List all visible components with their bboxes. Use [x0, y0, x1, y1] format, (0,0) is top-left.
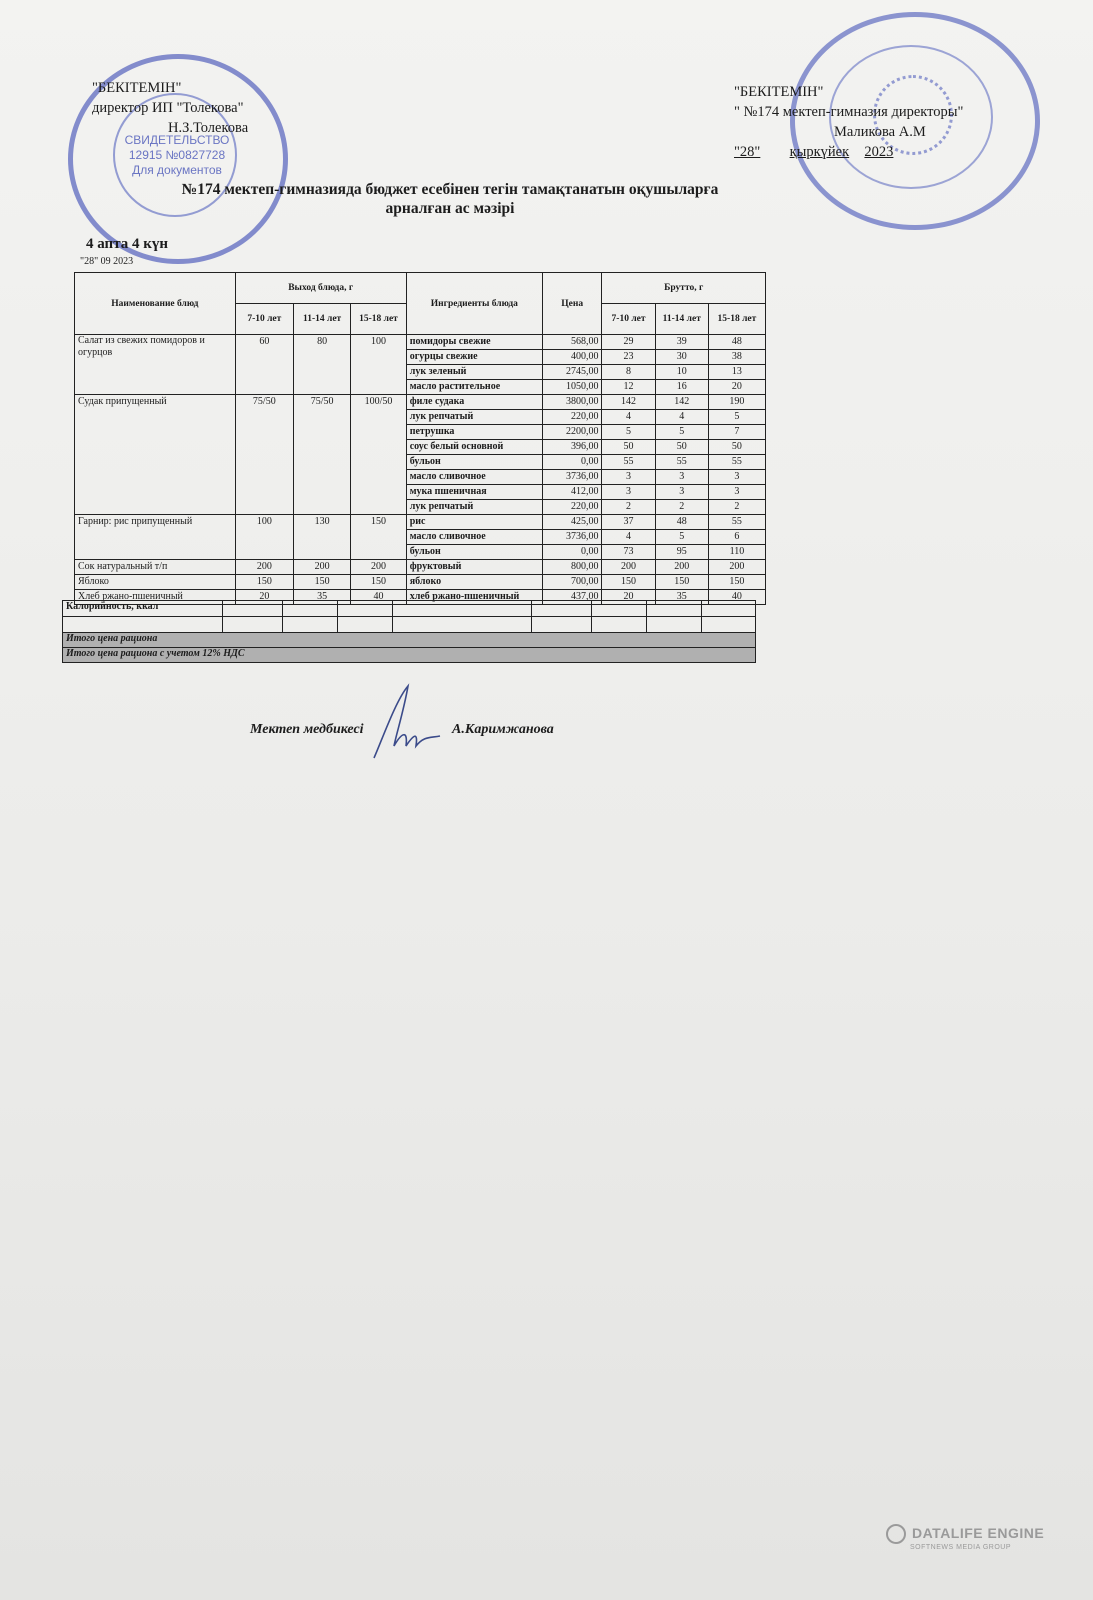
approval-date — [734, 142, 963, 162]
ingredient-name: рис — [406, 515, 542, 530]
ingredient-name: мука пшеничная — [406, 485, 542, 500]
brutto-15-18: 7 — [708, 425, 765, 440]
document-title-line-1: №174 мектеп-гимназияда бюджет есебінен тегін тамақтанатын оқушыларға — [181, 181, 719, 198]
dish-name: Хлеб ржано-пшеничный — [75, 590, 236, 605]
table-row — [75, 575, 766, 590]
ingredient-name: петрушка — [406, 425, 542, 440]
brutto-11-14: 35 — [655, 590, 708, 605]
brutto-11-14: 30 — [655, 350, 708, 365]
ingredient-price: 425,00 — [542, 515, 601, 530]
dish-yield-11-14: 130 — [293, 515, 350, 560]
brutto-15-18: 200 — [708, 560, 765, 575]
dish-name: Гарнир: рис припущенный — [75, 515, 236, 560]
brutto-15-18: 50 — [708, 440, 765, 455]
approval-signer: Маликова А.М — [834, 124, 926, 140]
brutto-15-18: 48 — [708, 335, 765, 350]
brutto-15-18: 3 — [708, 485, 765, 500]
header-age-7-10: 7-10 лет — [235, 304, 293, 335]
total-label: Итого цена рациона — [63, 633, 756, 648]
brutto-11-14: 16 — [655, 380, 708, 395]
brutto-7-10: 4 — [602, 410, 655, 425]
dish-yield-7-10: 20 — [235, 590, 293, 605]
ingredient-price: 2200,00 — [542, 425, 601, 440]
ingredient-price: 1050,00 — [542, 380, 601, 395]
header-yield: Выход блюда, г — [235, 273, 406, 304]
dish-yield-15-18: 150 — [351, 515, 406, 560]
brutto-15-18: 5 — [708, 410, 765, 425]
brutto-7-10: 37 — [602, 515, 655, 530]
nurse-name: А.Каримжанова — [452, 722, 554, 737]
total-vat-label: Итого цена рациона с учетом 12% НДС — [63, 648, 756, 663]
approval-title: "БЕКІТЕМІН" — [734, 84, 824, 100]
approval-position: " №174 мектеп-гимназия директоры" — [734, 104, 964, 120]
brutto-15-18: 110 — [708, 545, 765, 560]
ingredient-name: масло сливочное — [406, 530, 542, 545]
dish-name: Яблоко — [75, 575, 236, 590]
dish-name: Судак припущенный — [75, 395, 236, 515]
dish-yield-15-18: 150 — [351, 575, 406, 590]
ingredient-name: масло растительное — [406, 380, 542, 395]
brutto-11-14: 142 — [655, 395, 708, 410]
dish-yield-15-18: 40 — [351, 590, 406, 605]
header-age-7-10: 7-10 лет — [602, 304, 655, 335]
approval-date-year: 2023 — [864, 144, 894, 160]
dish-yield-11-14: 150 — [293, 575, 350, 590]
summary-table — [62, 600, 756, 663]
brutto-11-14: 200 — [655, 560, 708, 575]
brutto-11-14: 3 — [655, 485, 708, 500]
nurse-role: Мектеп медбикесі — [250, 722, 364, 737]
brutto-15-18: 38 — [708, 350, 765, 365]
ingredient-price: 3736,00 — [542, 470, 601, 485]
dish-yield-11-14: 35 — [293, 590, 350, 605]
brutto-11-14: 39 — [655, 335, 708, 350]
approval-block-left — [92, 78, 248, 138]
watermark-sub: SOFTNEWS MEDIA GROUP — [910, 1544, 1012, 1551]
brutto-7-10: 29 — [602, 335, 655, 350]
brutto-7-10: 3 — [602, 470, 655, 485]
datalife-logo-icon — [886, 1524, 906, 1544]
watermark-brand: DATALIFE ENGINE — [912, 1525, 1045, 1542]
brutto-7-10: 142 — [602, 395, 655, 410]
brutto-11-14: 48 — [655, 515, 708, 530]
document-title-line-2: арналған ас мәзірі — [385, 200, 515, 217]
brutto-7-10: 73 — [602, 545, 655, 560]
dish-name: Сок натуральный т/п — [75, 560, 236, 575]
brutto-7-10: 20 — [602, 590, 655, 605]
table-row — [75, 515, 766, 530]
brutto-15-18: 190 — [708, 395, 765, 410]
calories-row — [63, 601, 756, 617]
dish-yield-7-10: 150 — [235, 575, 293, 590]
dish-yield-15-18: 100/50 — [351, 395, 406, 515]
brutto-7-10: 3 — [602, 485, 655, 500]
brutto-7-10: 12 — [602, 380, 655, 395]
brutto-7-10: 150 — [602, 575, 655, 590]
brutto-15-18: 6 — [708, 530, 765, 545]
brutto-15-18: 40 — [708, 590, 765, 605]
brutto-11-14: 55 — [655, 455, 708, 470]
ingredient-price: 800,00 — [542, 560, 601, 575]
ingredient-price: 3736,00 — [542, 530, 601, 545]
brutto-15-18: 3 — [708, 470, 765, 485]
handwritten-signature — [368, 680, 448, 770]
stamp-text: СВИДЕТЕЛЬСТВО 12915 №0827728 Для документов — [124, 133, 230, 177]
brutto-7-10: 23 — [602, 350, 655, 365]
header-dish: Наименование блюд — [75, 273, 236, 335]
dish-yield-11-14: 80 — [293, 335, 350, 395]
dish-yield-15-18: 100 — [351, 335, 406, 395]
header-price: Цена — [542, 273, 601, 335]
header-age-11-14: 11-14 лет — [655, 304, 708, 335]
calories-label: Калорийность, ккал — [63, 601, 223, 617]
ingredient-name: филе судака — [406, 395, 542, 410]
ingredient-price: 700,00 — [542, 575, 601, 590]
brutto-7-10: 55 — [602, 455, 655, 470]
ingredient-price: 400,00 — [542, 350, 601, 365]
ingredient-price: 396,00 — [542, 440, 601, 455]
approval-date-month: қыркүйек — [789, 144, 850, 160]
ingredient-name: бульон — [406, 545, 542, 560]
brutto-11-14: 2 — [655, 500, 708, 515]
brutto-15-18: 150 — [708, 575, 765, 590]
ingredient-price: 220,00 — [542, 500, 601, 515]
ingredient-price: 2745,00 — [542, 365, 601, 380]
brutto-11-14: 10 — [655, 365, 708, 380]
dish-yield-7-10: 60 — [235, 335, 293, 395]
ingredient-name: масло сливочное — [406, 470, 542, 485]
ingredient-name: соус белый основной — [406, 440, 542, 455]
ingredient-price: 437,00 — [542, 590, 601, 605]
total-vat-row — [63, 648, 756, 663]
ingredient-name: хлеб ржано-пшеничный — [406, 590, 542, 605]
brutto-11-14: 50 — [655, 440, 708, 455]
menu-table — [74, 272, 766, 605]
ingredient-price: 0,00 — [542, 455, 601, 470]
dish-yield-7-10: 75/50 — [235, 395, 293, 515]
table-row — [75, 560, 766, 575]
brutto-15-18: 55 — [708, 455, 765, 470]
brutto-15-18: 2 — [708, 500, 765, 515]
ingredient-name: огурцы свежие — [406, 350, 542, 365]
header-age-11-14: 11-14 лет — [293, 304, 350, 335]
menu-date: "28" 09 2023 — [80, 256, 134, 267]
brutto-11-14: 5 — [655, 530, 708, 545]
ingredient-name: помидоры свежие — [406, 335, 542, 350]
brutto-7-10: 200 — [602, 560, 655, 575]
ingredient-name: бульон — [406, 455, 542, 470]
ingredient-name: яблоко — [406, 575, 542, 590]
table-row — [75, 335, 766, 350]
ingredient-name: фруктовый — [406, 560, 542, 575]
header-ingredients: Ингредиенты блюда — [406, 273, 542, 335]
ingredient-price: 3800,00 — [542, 395, 601, 410]
brutto-11-14: 95 — [655, 545, 708, 560]
ingredient-price: 220,00 — [542, 410, 601, 425]
brutto-7-10: 8 — [602, 365, 655, 380]
table-row — [75, 395, 766, 410]
header-age-15-18: 15-18 лет — [351, 304, 406, 335]
brutto-11-14: 4 — [655, 410, 708, 425]
ingredient-name: лук репчатый — [406, 500, 542, 515]
ingredient-price: 0,00 — [542, 545, 601, 560]
dish-name: Салат из свежих помидоров и огурцов — [75, 335, 236, 395]
approval-signer: Н.З.Толекова — [168, 120, 249, 136]
brutto-7-10: 50 — [602, 440, 655, 455]
brutto-15-18: 20 — [708, 380, 765, 395]
dish-yield-7-10: 200 — [235, 560, 293, 575]
watermark — [886, 1524, 1044, 1551]
ingredient-price: 568,00 — [542, 335, 601, 350]
approval-block-right — [734, 82, 963, 162]
approval-date-day: "28" — [734, 144, 761, 160]
brutto-7-10: 2 — [602, 500, 655, 515]
brutto-15-18: 55 — [708, 515, 765, 530]
dish-yield-11-14: 75/50 — [293, 395, 350, 515]
brutto-11-14: 5 — [655, 425, 708, 440]
ingredient-name: лук репчатый — [406, 410, 542, 425]
brutto-11-14: 3 — [655, 470, 708, 485]
brutto-15-18: 13 — [708, 365, 765, 380]
approval-position: директор ИП "Толекова" — [92, 100, 244, 116]
week-day-label: 4 апта 4 күн — [86, 236, 169, 252]
approval-title: "БЕКІТЕМІН" — [92, 80, 182, 96]
brutto-7-10: 4 — [602, 530, 655, 545]
header-age-15-18: 15-18 лет — [708, 304, 765, 335]
total-row — [63, 633, 756, 648]
brutto-11-14: 150 — [655, 575, 708, 590]
dish-yield-15-18: 200 — [351, 560, 406, 575]
empty-row — [63, 617, 756, 633]
header-brutto: Брутто, г — [602, 273, 766, 304]
brutto-7-10: 5 — [602, 425, 655, 440]
dish-yield-11-14: 200 — [293, 560, 350, 575]
ingredient-price: 412,00 — [542, 485, 601, 500]
ingredient-name: лук зеленый — [406, 365, 542, 380]
dish-yield-7-10: 100 — [235, 515, 293, 560]
